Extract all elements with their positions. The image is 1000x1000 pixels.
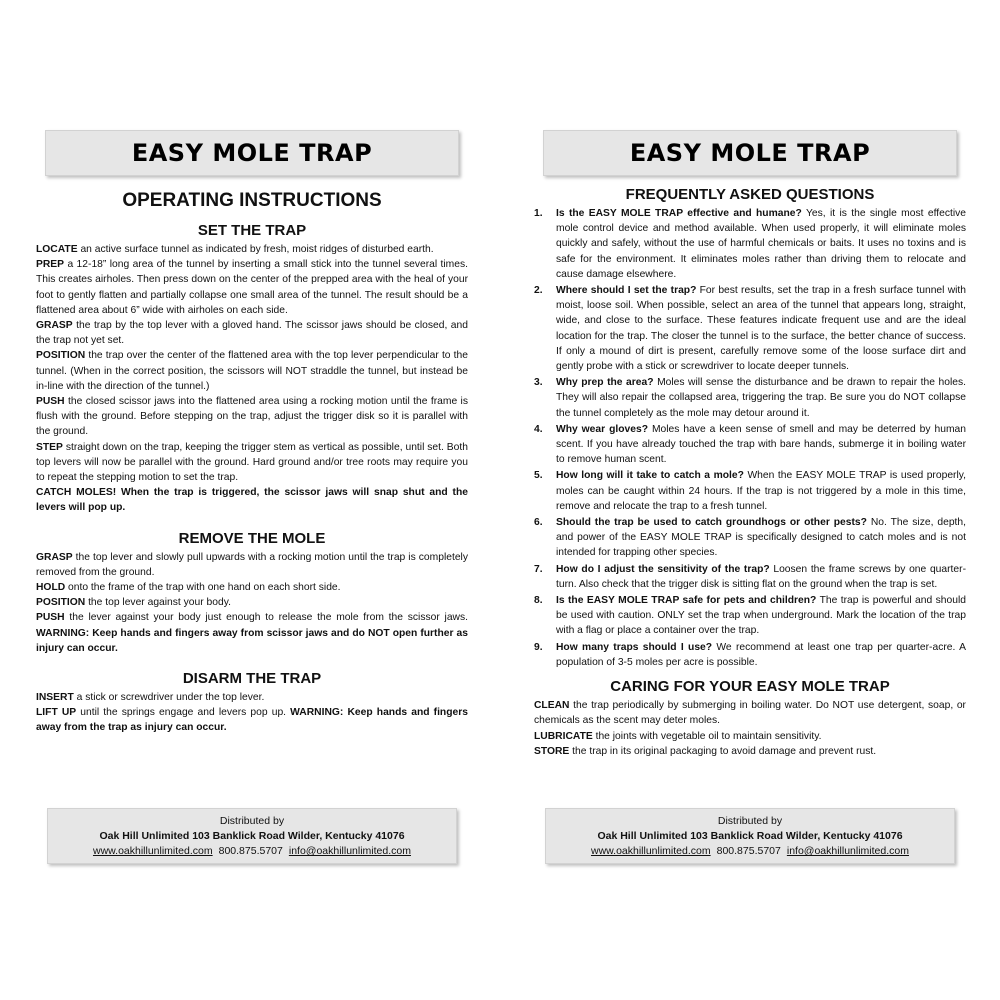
- remove-mole-heading: REMOVE THE MOLE: [178, 529, 326, 547]
- instruction-step: [36, 348, 468, 394]
- faq-number: 5.: [534, 470, 543, 482]
- instruction-step: [36, 690, 468, 705]
- footer-contacts: [546, 844, 954, 859]
- warning-text: WARNING: Keep hands and fingers away from the trap as injury can occur.: [36, 707, 468, 734]
- footer-contacts: [48, 844, 456, 859]
- faq-number: 1.: [534, 208, 543, 219]
- faq-item: [534, 375, 966, 421]
- set-trap-heading: SET THE TRAP: [197, 222, 307, 239]
- care-step: [534, 698, 966, 728]
- footer-distributed-by: Distributed by: [219, 815, 285, 827]
- phone-number: 800.875.5707: [716, 845, 781, 857]
- faq-item: [534, 468, 966, 514]
- faq-question: How do I adjust the sensitivity of the trap?: [556, 563, 770, 575]
- footer-distributed-by: Distributed by: [717, 815, 783, 827]
- faq-answer: The trap is powerful and should be used with caution. ONLY set the trap when underground. Mark the location of the trap with a flag or place a container over the trap.: [556, 595, 966, 637]
- set-trap-section: [36, 242, 468, 516]
- faq-item: [534, 422, 966, 468]
- distributor-footer: [47, 808, 457, 864]
- faq-answer: For best results, set the trap in a fresh surface tunnel with moist, loose soil. When possible, select an area of the tunnel that appears long, straight, wide, and close to the surface. These features indicate frequent use and are the ideal location for the trap. The closer the tunnel is to the surface, the better chance of success. If only a mound of dirt is present, carefully remove some of the loose surface dirt and gently probe with a stick or screwdriver to locate deeper tunnels.: [556, 285, 967, 373]
- phone-number: 800.875.5707: [218, 845, 283, 857]
- faq-heading: FREQUENTLY ASKED QUESTIONS: [625, 186, 875, 203]
- faq-item: [534, 206, 966, 282]
- faq-question: Should the trap be used to catch groundhogs or other pests?: [556, 517, 867, 529]
- faq-answer: Yes, it is the single most effective mole control device and method available. When used properly, it will eliminate moles quickly and safely, without the use of harmful chemicals or baits. It uses no toxins and is safe for the environment. It eliminates moles rather than driving them to relocate and cause damage elsewhere.: [556, 208, 967, 280]
- step-keyword: CLEAN: [534, 700, 570, 712]
- faq-number: 4.: [534, 423, 543, 435]
- step-text: the closed scissor jaws into the flattened area using a rocking motion until the frame is flush with the ground. Before stepping on the trap, adjust the trigger disk so it is parallel with the ground.: [36, 396, 468, 438]
- step-text: the top lever against your body.: [85, 597, 231, 609]
- step-text: a 12-18” long area of the tunnel by inserting a small stick into the tunnel several times. This creates airholes. Then press down on the center of the prepped area with the heal of your foot to gently flatten and partially collapse one small area of the tunnel. The result should be a flattened area about 6” wide with airholes on each side.: [36, 259, 468, 316]
- step-text: the lever against your body just enough to release the mole from the scissor jaws.: [64, 612, 468, 624]
- step-text: onto the frame of the trap with one hand on each short side.: [65, 582, 341, 594]
- title-banner: [543, 130, 957, 176]
- banner-title: EASY MOLE TRAP: [629, 139, 871, 167]
- step-keyword: PUSH: [36, 612, 65, 624]
- footer-address: Oak Hill Unlimited 103 Banklick Road Wilder, Kentucky 41076: [597, 830, 903, 842]
- step-text: the joints with vegetable oil to maintain sensitivity.: [592, 730, 822, 742]
- instruction-step: [36, 595, 468, 610]
- step-text: until the springs engage and levers pop up.: [76, 707, 291, 719]
- step-keyword: STEP: [36, 441, 63, 453]
- faq-answer: Moles will sense the disturbance and be drawn to repair the holes. They will also repair the collapsed area, triggering the trap. Be sure you do NOT collapse the tunnel completely as the mole may detour around it.: [556, 377, 966, 419]
- faq-item: [534, 283, 966, 374]
- step-keyword: GRASP: [36, 320, 73, 332]
- faq-question: How many traps should I use?: [556, 641, 713, 653]
- faq-question: Why wear gloves?: [556, 423, 648, 435]
- step-keyword: POSITION: [36, 597, 86, 609]
- remove-mole-section: [36, 550, 468, 656]
- step-text: the trap by the top lever with a gloved hand. The scissor jaws should be closed, and the trap not yet set.: [36, 320, 468, 347]
- instruction-step: [36, 440, 468, 486]
- instruction-step: [36, 242, 468, 257]
- instruction-step: [36, 485, 468, 515]
- disarm-section: [36, 690, 468, 736]
- instruction-step: [36, 550, 468, 580]
- faq-answer: Moles have a keen sense of smell and may be deterred by human scent. If you have already touched the trap with bare hands, submerge it in boiling water to remove human scent.: [556, 423, 966, 466]
- footer-address: Oak Hill Unlimited 103 Banklick Road Wilder, Kentucky 41076: [99, 830, 405, 842]
- faq-answer: No. The size, depth, and power of the EASY MOLE TRAP is specifically designed to catch moles and is not intended for trapping other species.: [556, 517, 966, 559]
- step-keyword: STORE: [534, 745, 570, 757]
- step-text: a stick or screwdriver under the top lever.: [73, 692, 265, 704]
- faq-answer: Loosen the frame screws by one quarter-turn. Also check that the trigger disk is sitting flat on the ground when the trap is set.: [556, 563, 966, 590]
- email-link[interactable]: info@oakhillunlimited.com: [786, 845, 909, 857]
- instruction-step: [36, 257, 468, 318]
- faq-item: [534, 562, 966, 592]
- step-keyword: PREP: [36, 259, 65, 271]
- instruction-step: [36, 705, 468, 735]
- faq-answer: When the EASY MOLE TRAP is used properly, moles can be caught within 24 hours. If the trap is not triggered by a mole in this time, remove and relocate the trap to a fresh tunnel.: [556, 470, 967, 512]
- step-keyword: INSERT: [36, 692, 74, 704]
- faq-item: [534, 593, 966, 639]
- caring-section: [534, 698, 966, 759]
- website-link[interactable]: www.oakhillunlimited.com: [590, 845, 711, 857]
- faq-question: Is the EASY MOLE TRAP safe for pets and children?: [556, 595, 817, 607]
- instruction-step: [36, 394, 468, 440]
- instruction-step: [36, 610, 468, 656]
- step-keyword: CATCH MOLES!: [36, 487, 117, 499]
- step-text: the trap over the center of the flattened area with the top lever perpendicular to the tunnel. (When in the correct position, the scissors will NOT straddle the tunnel, but instead be in-line with the direction of the tunnel.): [36, 350, 468, 392]
- faq-answer: We recommend at least one trap per quarter-acre. A population of 3-5 moles per acre is possible.: [556, 641, 966, 668]
- faq-question: Is the EASY MOLE TRAP effective and humane?: [556, 208, 802, 219]
- faq-number: 6.: [534, 517, 543, 529]
- step-text: When the trap is triggered, the scissor jaws will snap shut and the levers will pop up.: [36, 487, 468, 514]
- step-keyword: POSITION: [36, 350, 86, 362]
- step-text: the top lever and slowly pull upwards with a rocking motion until the trap is completely removed from the ground.: [36, 551, 468, 578]
- disarm-heading: DISARM THE TRAP: [182, 670, 322, 688]
- email-link[interactable]: info@oakhillunlimited.com: [288, 845, 411, 857]
- step-keyword: GRASP: [36, 551, 73, 563]
- faq-question: How long will it take to catch a mole?: [556, 470, 744, 482]
- faq-list: [534, 206, 966, 670]
- faq-number: 7.: [534, 563, 543, 575]
- step-text: the trap periodically by submerging in boiling water. Do NOT use detergent, soap, or chemicals as the scent may deter moles.: [534, 700, 966, 727]
- faq-item: [534, 515, 966, 561]
- title-banner: [45, 130, 459, 176]
- step-keyword: LUBRICATE: [534, 730, 593, 742]
- step-keyword: LOCATE: [36, 244, 78, 255]
- banner-title: EASY MOLE TRAP: [131, 139, 373, 167]
- operating-instructions-heading: OPERATING INSTRUCTIONS: [122, 190, 382, 211]
- faq-item: [534, 640, 966, 670]
- faq-number: 3.: [534, 377, 543, 389]
- faq-question: Where should I set the trap?: [556, 285, 697, 297]
- step-keyword: PUSH: [36, 396, 65, 408]
- faq-question: Why prep the area?: [556, 377, 654, 389]
- instruction-step: [36, 580, 468, 595]
- warning-text: WARNING: Keep hands and fingers away from scissor jaws and do NOT open further as injury can occur.: [36, 627, 468, 654]
- step-text: an active surface tunnel as indicated by fresh, moist ridges of disturbed earth.: [77, 244, 434, 255]
- care-step: [534, 729, 966, 744]
- caring-heading: CARING FOR YOUR EASY MOLE TRAP: [610, 678, 890, 696]
- operating-instructions-panel: [36, 130, 468, 736]
- step-keyword: LIFT UP: [36, 707, 77, 719]
- website-link[interactable]: www.oakhillunlimited.com: [92, 845, 213, 857]
- step-text: the trap in its original packaging to avoid damage and prevent rust.: [569, 745, 877, 757]
- step-keyword: HOLD: [36, 582, 66, 594]
- step-text: straight down on the trap, keeping the trigger stem as vertical as possible, until set. Both top levers will now be parallel with the ground. Hard ground and/or tree roots may require you to repeat the stepping motion to set the trap.: [36, 441, 468, 484]
- faq-number: 8.: [534, 595, 543, 607]
- distributor-footer: [545, 808, 955, 864]
- faq-number: 9.: [534, 641, 543, 653]
- faq-number: 2.: [534, 285, 543, 297]
- instruction-step: [36, 318, 468, 348]
- care-step: [534, 744, 966, 759]
- faq-panel: [534, 130, 966, 759]
